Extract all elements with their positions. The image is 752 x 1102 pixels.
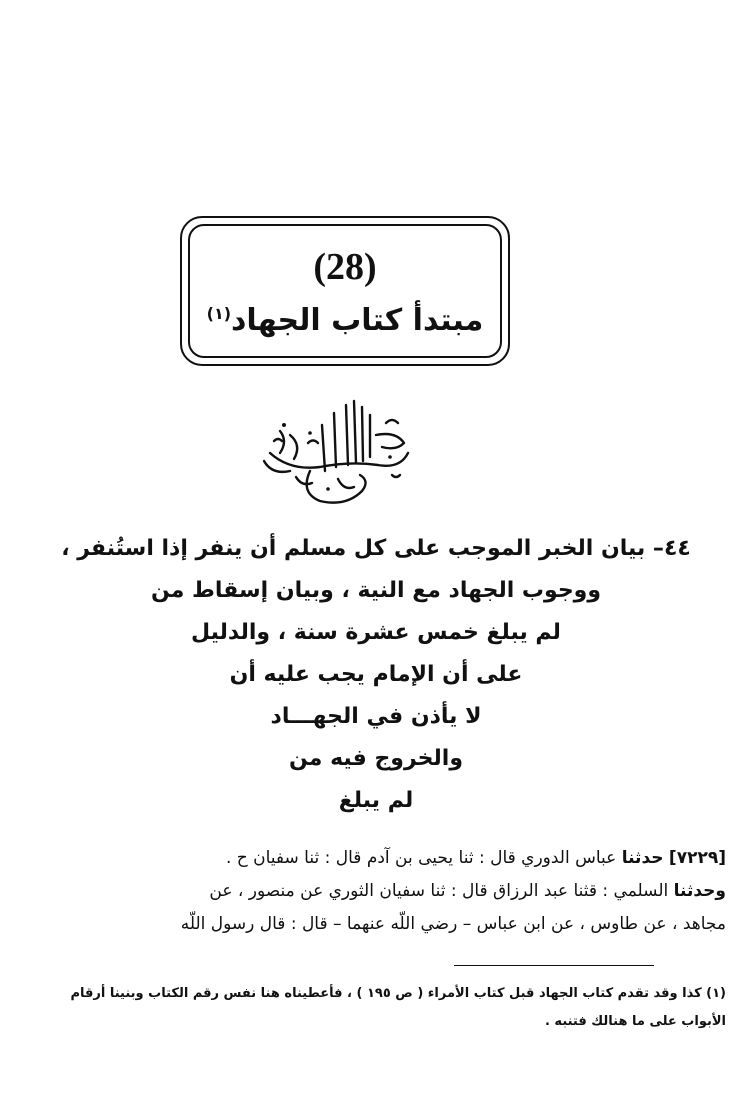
footnote-marker: (١) bbox=[206, 304, 232, 323]
footnote-separator bbox=[454, 965, 654, 966]
chapter-heading-line: لم يبلغ خمس عشرة سنة ، والدليل bbox=[191, 620, 561, 645]
chapter-heading-line: لم يبلغ bbox=[338, 788, 414, 813]
chapter-heading-line: على أن الإمام يجب عليه أن bbox=[229, 662, 523, 687]
narration-term: وحدثنا bbox=[673, 881, 726, 901]
book-number: (28) bbox=[313, 246, 377, 288]
hadith-line: مجاهد ، عن طاوس ، عن ابن عباس – رضي اللّه عنهما – قال : قال رسول اللّه bbox=[180, 914, 726, 934]
hadith-number: [٧٢٢٩] bbox=[668, 848, 726, 868]
footnote bbox=[26, 980, 726, 1036]
hadith-chain-text: عباس الدوري قال : ثنا يحيى بن آدم قال : ثنا سفيان ح . bbox=[225, 848, 617, 868]
hadith-chain-text: السلمي : قثنا عبد الرزاق قال : ثنا سفيان الثوري عن منصور ، عن bbox=[209, 881, 669, 901]
hadith-line bbox=[26, 842, 726, 875]
footnote-line: (١) كذا وقد تقدم كتاب الجهاد قبل كتاب الأمراء ( ص ١٩٥ ) ، فأعطيناه هنا نفس رقم الكتاب وبنينا أرقام bbox=[70, 986, 726, 1001]
book-title bbox=[182, 304, 508, 337]
book-title-text: مبتدأ كتاب الجهاد bbox=[231, 303, 484, 338]
chapter-heading bbox=[60, 528, 692, 822]
title-frame bbox=[180, 216, 510, 366]
chapter-heading-line: ٤٤– بيان الخبر الموجب على كل مسلم أن ينفر إذا استُنفر ، bbox=[61, 536, 691, 561]
footnote-line: الأبواب على ما هنالك فتنبه . bbox=[544, 1014, 726, 1029]
chapter-heading-line: ووجوب الجهاد مع النية ، وبيان إسقاط من bbox=[150, 578, 602, 603]
chapter-heading-line: والخروج فيه من bbox=[288, 746, 463, 771]
basmala-calligraphy bbox=[250, 395, 420, 510]
hadith-line bbox=[26, 875, 726, 908]
chapter-heading-line: لا يأذن في الجهـــاد bbox=[270, 704, 482, 729]
hadith-text bbox=[26, 842, 726, 941]
narration-term: حدثنا bbox=[621, 848, 664, 868]
